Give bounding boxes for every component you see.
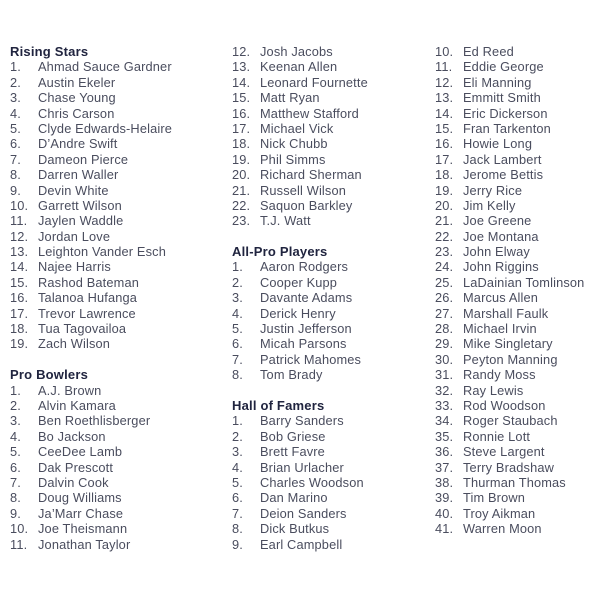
player-name: Rashod Bateman — [38, 274, 139, 290]
player-name: Matt Ryan — [260, 90, 320, 106]
list-item — [232, 198, 430, 213]
player-name: Tua Tagovailoa — [38, 321, 127, 337]
player-name: A.J. Brown — [38, 382, 102, 398]
player-name: Michael Irvin — [463, 321, 537, 337]
player-name: Dan Marino — [260, 490, 328, 506]
list-item — [10, 275, 225, 290]
item-number: 18. — [10, 321, 29, 337]
player-name: Terry Bradshaw — [463, 459, 554, 475]
list-item — [232, 367, 430, 382]
player-name: Russell Wilson — [260, 182, 347, 198]
list-item — [232, 444, 430, 459]
item-number: 21. — [435, 213, 454, 229]
item-number: 11. — [435, 59, 453, 75]
item-number: 25. — [435, 274, 454, 290]
player-name: Aaron Rodgers — [260, 259, 349, 275]
item-number: 18. — [232, 136, 251, 152]
player-name: LaDainian Tomlinson — [463, 274, 585, 290]
player-name: Justin Jefferson — [260, 321, 352, 337]
player-name: Saquon Barkley — [260, 197, 353, 213]
list-item — [10, 475, 225, 490]
list-item — [10, 244, 225, 259]
item-number: 12. — [232, 44, 251, 59]
list-item — [232, 306, 430, 321]
list-item — [232, 136, 430, 151]
list-item — [435, 183, 600, 198]
list-item — [435, 75, 600, 90]
list-item — [10, 213, 225, 228]
list-item — [232, 183, 430, 198]
section-heading: Hall of Famers — [232, 397, 325, 413]
player-name: Barry Sanders — [260, 413, 344, 429]
item-number: 9. — [10, 182, 21, 198]
list-item — [435, 290, 600, 305]
item-number: 9. — [232, 536, 243, 552]
player-name: Tim Brown — [463, 490, 526, 506]
item-number: 16. — [435, 136, 454, 152]
list-item — [435, 59, 600, 74]
player-name: Rod Woodson — [463, 397, 546, 413]
player-name: Jim Kelly — [463, 197, 516, 213]
player-name: Zach Wilson — [38, 336, 111, 352]
list-item — [10, 398, 225, 413]
list-item — [232, 44, 430, 59]
item-number: 3. — [10, 90, 21, 106]
list-item — [435, 229, 600, 244]
player-name: Howie Long — [463, 136, 533, 152]
item-number: 14. — [232, 74, 251, 90]
list-item — [10, 121, 225, 136]
list-column-1 — [10, 44, 225, 552]
player-name: Eli Manning — [463, 74, 532, 90]
item-number: 1. — [10, 382, 21, 398]
player-name: Talanoa Hufanga — [38, 290, 138, 306]
list-item — [10, 306, 225, 321]
list-item — [435, 259, 600, 274]
list-item — [232, 460, 430, 475]
item-number: 33. — [435, 397, 454, 413]
list-item — [435, 121, 600, 136]
player-name: T.J. Watt — [260, 213, 311, 229]
list-item — [435, 460, 600, 475]
item-number: 39. — [435, 490, 454, 506]
player-name: Jaylen Waddle — [38, 213, 124, 229]
list-item — [232, 321, 430, 336]
item-number: 5. — [232, 474, 243, 490]
list-item — [435, 198, 600, 213]
item-number: 15. — [435, 120, 454, 136]
list-item — [435, 506, 600, 521]
list-item — [10, 429, 225, 444]
player-name: Jerry Rice — [463, 182, 523, 198]
player-name: Davante Adams — [260, 290, 353, 306]
player-name: Joe Montana — [463, 228, 539, 244]
player-name: Marshall Faulk — [463, 305, 549, 321]
list-item — [435, 367, 600, 382]
item-number: 23. — [435, 244, 454, 260]
list-item — [10, 198, 225, 213]
player-name: Thurman Thomas — [463, 474, 566, 490]
list-item — [435, 475, 600, 490]
item-number: 14. — [435, 105, 454, 121]
item-number: 4. — [232, 459, 243, 475]
player-name: Joe Theismann — [38, 521, 128, 537]
item-number: 1. — [232, 413, 243, 429]
item-number: 20. — [435, 197, 454, 213]
item-number: 38. — [435, 474, 454, 490]
item-number: 8. — [10, 167, 21, 183]
player-name: Joe Greene — [463, 213, 532, 229]
player-name: Brian Urlacher — [260, 459, 344, 475]
list-item — [435, 306, 600, 321]
list-column-2 — [232, 44, 430, 552]
item-number: 7. — [10, 151, 21, 167]
list-item — [435, 413, 600, 428]
item-number: 20. — [232, 167, 251, 183]
player-name: Derick Henry — [260, 305, 336, 321]
item-number: 3. — [10, 413, 21, 429]
list-item — [435, 352, 600, 367]
item-number: 27. — [435, 305, 454, 321]
item-number: 24. — [435, 259, 454, 275]
item-number: 30. — [435, 351, 454, 367]
item-number: 13. — [232, 59, 251, 75]
item-number: 5. — [10, 444, 21, 460]
item-number: 6. — [10, 459, 21, 475]
player-name: Earl Campbell — [260, 536, 343, 552]
list-item — [435, 167, 600, 182]
list-item — [10, 321, 225, 336]
player-name: Dick Butkus — [260, 521, 330, 537]
list-item — [435, 44, 600, 59]
player-name: John Elway — [463, 244, 530, 260]
player-name: Keenan Allen — [260, 59, 338, 75]
list-item — [232, 259, 430, 274]
item-number: 19. — [435, 182, 454, 198]
list-item — [435, 429, 600, 444]
list-item — [10, 521, 225, 536]
list-item — [435, 106, 600, 121]
player-name: Steve Largent — [463, 444, 545, 460]
player-name: Garrett Wilson — [38, 197, 122, 213]
player-name: John Riggins — [463, 259, 539, 275]
list-item — [435, 336, 600, 351]
section-heading: All-Pro Players — [232, 244, 328, 260]
player-name: Devin White — [38, 182, 109, 198]
list-column-3 — [435, 44, 600, 537]
player-name: Richard Sherman — [260, 167, 362, 183]
item-number: 13. — [435, 90, 454, 106]
player-name: Marcus Allen — [463, 290, 539, 306]
list-item — [435, 444, 600, 459]
item-number: 37. — [435, 459, 454, 475]
item-number: 31. — [435, 367, 454, 383]
list-item — [10, 259, 225, 274]
list-item — [232, 521, 430, 536]
item-number: 16. — [232, 105, 251, 121]
list-item — [10, 59, 225, 74]
list-item — [10, 106, 225, 121]
item-number: 7. — [232, 505, 243, 521]
player-name: Chase Young — [38, 90, 116, 106]
list-item — [232, 213, 430, 228]
item-number: 2. — [232, 274, 243, 290]
item-number: 5. — [10, 120, 21, 136]
player-name: Leighton Vander Esch — [38, 244, 166, 260]
list-item — [232, 152, 430, 167]
list-item — [10, 90, 225, 105]
player-name: Najee Harris — [38, 259, 111, 275]
list-item — [10, 444, 225, 459]
section-heading: Pro Bowlers — [10, 367, 89, 383]
player-name: Fran Tarkenton — [463, 120, 551, 136]
player-name: Ed Reed — [463, 44, 514, 59]
player-name: Deion Sanders — [260, 505, 347, 521]
item-number: 3. — [232, 444, 243, 460]
item-number: 19. — [10, 336, 29, 352]
item-number: 10. — [10, 521, 29, 537]
player-name: Eric Dickerson — [463, 105, 548, 121]
player-name: Ja’Marr Chase — [38, 505, 124, 521]
player-name: Warren Moon — [463, 521, 542, 537]
list-item — [232, 75, 430, 90]
player-name: Dalvin Cook — [38, 474, 109, 490]
list-item — [10, 383, 225, 398]
section-heading: Rising Stars — [10, 44, 89, 59]
player-name: Doug Williams — [38, 490, 122, 506]
list-item — [232, 537, 430, 552]
player-name: Jack Lambert — [463, 151, 542, 167]
item-number: 3. — [232, 290, 243, 306]
player-name: D’Andre Swift — [38, 136, 118, 152]
item-number: 15. — [232, 90, 251, 106]
player-name: Jerome Bettis — [463, 167, 544, 183]
player-name: Josh Jacobs — [260, 44, 333, 59]
list-item — [232, 506, 430, 521]
list-item — [232, 352, 430, 367]
item-number: 23. — [232, 213, 251, 229]
list-item — [435, 321, 600, 336]
list-item — [232, 59, 430, 74]
item-number: 17. — [10, 305, 29, 321]
item-number: 15. — [10, 274, 29, 290]
list-item — [10, 136, 225, 151]
list-item — [232, 121, 430, 136]
player-name: Bo Jackson — [38, 428, 106, 444]
item-number: 6. — [232, 490, 243, 506]
item-number: 1. — [232, 259, 243, 275]
item-number: 28. — [435, 321, 454, 337]
player-name: Roger Staubach — [463, 413, 558, 429]
item-number: 36. — [435, 444, 454, 460]
item-number: 6. — [10, 136, 21, 152]
player-name: Patrick Mahomes — [260, 351, 362, 367]
item-number: 34. — [435, 413, 454, 429]
list-item — [232, 475, 430, 490]
list-item — [435, 383, 600, 398]
player-name: Micah Parsons — [260, 336, 347, 352]
list-item — [10, 413, 225, 428]
player-name: Charles Woodson — [260, 474, 364, 490]
player-name: Nick Chubb — [260, 136, 328, 152]
list-item — [232, 90, 430, 105]
item-number: 2. — [232, 428, 243, 444]
player-name: Ray Lewis — [463, 382, 524, 398]
item-number: 35. — [435, 428, 454, 444]
player-name: Clyde Edwards-Helaire — [38, 120, 173, 136]
list-item — [435, 90, 600, 105]
player-name: Jordan Love — [38, 228, 111, 244]
item-number: 41. — [435, 521, 454, 537]
player-name: Peyton Manning — [463, 351, 558, 367]
item-number: 6. — [232, 336, 243, 352]
item-number: 8. — [232, 521, 243, 537]
player-name: Dak Prescott — [38, 459, 114, 475]
item-number: 1. — [10, 59, 21, 75]
item-number: 29. — [435, 336, 454, 352]
list-item — [232, 490, 430, 505]
item-number: 7. — [10, 474, 21, 490]
list-item — [10, 460, 225, 475]
item-number: 4. — [10, 428, 21, 444]
item-number: 14. — [10, 259, 29, 275]
list-item — [232, 290, 430, 305]
list-item — [435, 213, 600, 228]
list-item — [232, 429, 430, 444]
player-name: Troy Aikman — [463, 505, 536, 521]
list-item — [10, 336, 225, 351]
list-item — [10, 152, 225, 167]
item-number: 8. — [232, 367, 243, 383]
list-item — [435, 275, 600, 290]
list-item — [10, 490, 225, 505]
player-name: Ronnie Lott — [463, 428, 531, 444]
player-name: Michael Vick — [260, 120, 334, 136]
item-number: 4. — [10, 105, 21, 121]
item-number: 17. — [435, 151, 454, 167]
player-name: Randy Moss — [463, 367, 536, 383]
list-item — [10, 506, 225, 521]
item-number: 16. — [10, 290, 29, 306]
list-item — [232, 413, 430, 428]
item-number: 13. — [10, 244, 29, 260]
list-item — [10, 229, 225, 244]
player-name: Leonard Fournette — [260, 74, 368, 90]
player-name: Matthew Stafford — [260, 105, 359, 121]
item-number: 10. — [10, 197, 29, 213]
item-number: 40. — [435, 505, 454, 521]
player-name: Alvin Kamara — [38, 397, 116, 413]
player-name: Chris Carson — [38, 105, 115, 121]
list-item — [435, 490, 600, 505]
player-name: Ben Roethlisberger — [38, 413, 151, 429]
player-name: Brett Favre — [260, 444, 325, 460]
player-name: CeeDee Lamb — [38, 444, 123, 460]
list-item — [232, 336, 430, 351]
item-number: 19. — [232, 151, 251, 167]
item-number: 32. — [435, 382, 454, 398]
list-item — [435, 244, 600, 259]
item-number: 12. — [10, 228, 29, 244]
list-item — [232, 167, 430, 182]
item-number: 7. — [232, 351, 243, 367]
list-item — [435, 152, 600, 167]
item-number: 17. — [232, 120, 251, 136]
item-number: 26. — [435, 290, 454, 306]
item-number: 12. — [435, 74, 454, 90]
item-number: 2. — [10, 74, 21, 90]
item-number: 18. — [435, 167, 454, 183]
list-item — [232, 275, 430, 290]
list-item — [10, 183, 225, 198]
player-name: Tom Brady — [260, 367, 323, 383]
player-name: Mike Singletary — [463, 336, 553, 352]
item-number: 21. — [232, 182, 251, 198]
list-item — [435, 521, 600, 536]
player-name: Darren Waller — [38, 167, 119, 183]
item-number: 22. — [232, 197, 251, 213]
item-number: 2. — [10, 397, 21, 413]
player-name: Bob Griese — [260, 428, 326, 444]
item-number: 5. — [232, 321, 243, 337]
list-item — [10, 537, 225, 552]
player-name: Trevor Lawrence — [38, 305, 136, 321]
item-number: 11. — [10, 213, 28, 229]
list-item — [10, 75, 225, 90]
list-item — [10, 167, 225, 182]
item-number: 10. — [435, 44, 454, 59]
item-number: 4. — [232, 305, 243, 321]
player-name: Phil Simms — [260, 151, 326, 167]
item-number: 9. — [10, 505, 21, 521]
item-number: 22. — [435, 228, 454, 244]
list-item — [435, 398, 600, 413]
player-name: Cooper Kupp — [260, 274, 338, 290]
player-name: Jonathan Taylor — [38, 536, 131, 552]
list-item — [232, 106, 430, 121]
player-name: Emmitt Smith — [463, 90, 541, 106]
list-item — [10, 290, 225, 305]
list-item — [435, 136, 600, 151]
item-number: 11. — [10, 536, 28, 552]
player-name: Eddie George — [463, 59, 544, 75]
player-name: Ahmad Sauce Gardner — [38, 59, 172, 75]
item-number: 8. — [10, 490, 21, 506]
player-name: Dameon Pierce — [38, 151, 129, 167]
player-name: Austin Ekeler — [38, 74, 116, 90]
